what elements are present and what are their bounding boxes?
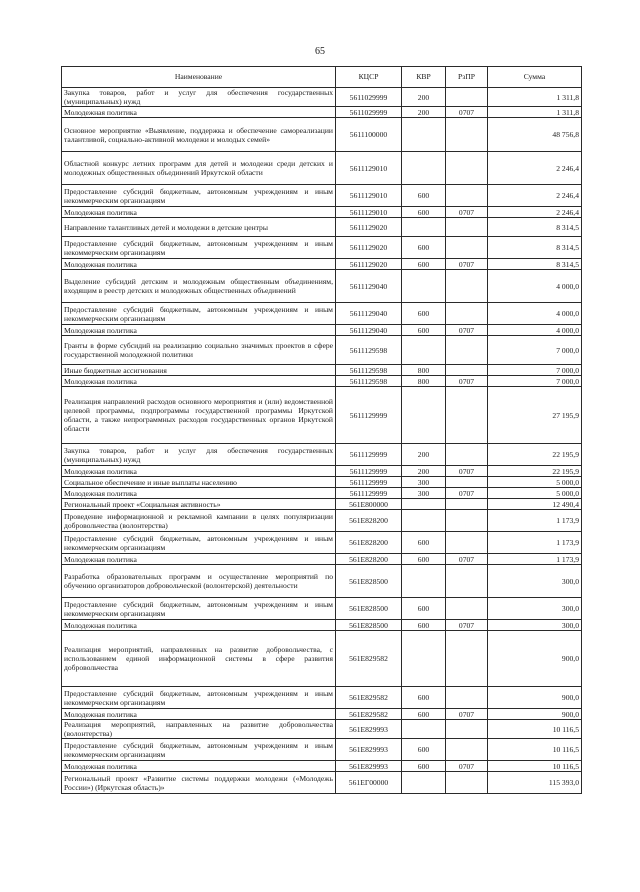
cell-sum: 10 116,5 <box>488 761 582 772</box>
cell-kcsr: 561E828200 <box>336 532 402 554</box>
cell-rzpr: 0707 <box>446 466 488 477</box>
cell-name: Молодежная политика <box>62 761 336 772</box>
table-row <box>62 532 582 554</box>
budget-table <box>61 66 582 794</box>
cell-name: Выделение субсидий детским и молодежным общественным объединениям, входящим в реестр детских и молодежных общественных объединений <box>62 270 336 303</box>
table-row <box>62 152 582 185</box>
cell-kvr: 800 <box>402 376 446 387</box>
cell-kcsr: 561E828500 <box>336 620 402 631</box>
cell-kcsr: 5611129999 <box>336 466 402 477</box>
cell-rzpr: 0707 <box>446 761 488 772</box>
cell-kvr: 600 <box>402 325 446 336</box>
cell-kvr: 600 <box>402 709 446 720</box>
cell-rzpr: 0707 <box>446 620 488 631</box>
cell-name: Предоставление субсидий бюджетным, автономным учреждениям и иным некоммерческим организациям <box>62 185 336 207</box>
cell-kvr: 200 <box>402 107 446 118</box>
cell-kvr <box>402 631 446 687</box>
cell-name: Молодежная политика <box>62 259 336 270</box>
table-row <box>62 259 582 270</box>
cell-sum: 115 393,0 <box>488 772 582 794</box>
table-row <box>62 387 582 444</box>
table-row <box>62 218 582 237</box>
cell-rzpr <box>446 218 488 237</box>
cell-name: Предоставление субсидий бюджетным, автономным учреждениям и иным некоммерческим организациям <box>62 598 336 620</box>
table-body <box>62 88 582 794</box>
cell-kvr <box>402 218 446 237</box>
cell-kvr: 800 <box>402 365 446 376</box>
cell-kvr: 600 <box>402 532 446 554</box>
cell-rzpr <box>446 499 488 510</box>
table-row <box>62 488 582 499</box>
cell-kcsr: 561E828500 <box>336 565 402 598</box>
header-kvr: КВР <box>402 67 446 88</box>
cell-kcsr: 561E829993 <box>336 739 402 761</box>
table-header-row <box>62 67 582 88</box>
cell-rzpr <box>446 185 488 207</box>
cell-kcsr: 561E829993 <box>336 761 402 772</box>
cell-name: Проведение информационной и рекламной кампании в целях популяризации добровольчества (волонтерства) <box>62 510 336 532</box>
cell-kcsr: 5611029999 <box>336 107 402 118</box>
cell-kcsr: 561EГ00000 <box>336 772 402 794</box>
cell-name: Молодежная политика <box>62 466 336 477</box>
cell-rzpr: 0707 <box>446 107 488 118</box>
table-row <box>62 761 582 772</box>
cell-name: Региональный проект «Развитие системы поддержки молодежи («Молодежь России») (Иркутская область)» <box>62 772 336 794</box>
cell-sum: 1 311,8 <box>488 107 582 118</box>
cell-sum: 12 490,4 <box>488 499 582 510</box>
cell-name: Молодежная политика <box>62 620 336 631</box>
cell-rzpr: 0707 <box>446 709 488 720</box>
cell-kcsr: 561E829993 <box>336 720 402 739</box>
cell-sum: 300,0 <box>488 565 582 598</box>
table-row <box>62 554 582 565</box>
cell-kcsr: 5611129040 <box>336 270 402 303</box>
cell-rzpr <box>446 88 488 107</box>
cell-sum: 300,0 <box>488 620 582 631</box>
cell-rzpr <box>446 477 488 488</box>
table-row <box>62 365 582 376</box>
cell-kvr <box>402 152 446 185</box>
cell-sum: 22 195,9 <box>488 466 582 477</box>
cell-sum: 8 314,5 <box>488 218 582 237</box>
cell-kcsr: 561E829582 <box>336 709 402 720</box>
cell-kvr <box>402 772 446 794</box>
cell-rzpr: 0707 <box>446 554 488 565</box>
cell-kcsr: 5611129020 <box>336 218 402 237</box>
cell-sum: 1 173,9 <box>488 510 582 532</box>
cell-rzpr <box>446 532 488 554</box>
cell-sum: 5 000,0 <box>488 477 582 488</box>
cell-kvr: 600 <box>402 259 446 270</box>
cell-rzpr <box>446 152 488 185</box>
cell-rzpr <box>446 739 488 761</box>
cell-name: Молодежная политика <box>62 709 336 720</box>
cell-kvr: 600 <box>402 598 446 620</box>
cell-name: Реализация направлений расходов основного мероприятия и (или) ведомственной целевой программы, подпрограммы государственной программы Иркутской области, а также непрограммных расходов государственных органов Иркутской области <box>62 387 336 444</box>
cell-name: Закупка товаров, работ и услуг для обеспечения государственных (муниципальных) нужд <box>62 88 336 107</box>
header-name: Наименование <box>62 67 336 88</box>
table-row <box>62 325 582 336</box>
cell-kvr <box>402 387 446 444</box>
cell-rzpr <box>446 270 488 303</box>
table-row <box>62 466 582 477</box>
cell-kcsr: 5611129020 <box>336 259 402 270</box>
cell-name: Социальное обеспечение и иные выплаты населению <box>62 477 336 488</box>
cell-sum: 4 000,0 <box>488 303 582 325</box>
cell-kcsr: 5611129020 <box>336 237 402 259</box>
cell-kcsr: 5611100000 <box>336 118 402 152</box>
cell-sum: 48 756,8 <box>488 118 582 152</box>
table-row <box>62 336 582 365</box>
cell-kvr <box>402 565 446 598</box>
cell-rzpr: 0707 <box>446 325 488 336</box>
table-row <box>62 739 582 761</box>
cell-rzpr <box>446 303 488 325</box>
table-row <box>62 772 582 794</box>
cell-kvr <box>402 499 446 510</box>
cell-kvr: 600 <box>402 761 446 772</box>
cell-kvr: 600 <box>402 554 446 565</box>
cell-kvr: 600 <box>402 237 446 259</box>
cell-kcsr: 561E828200 <box>336 554 402 565</box>
table-row <box>62 620 582 631</box>
table-row <box>62 631 582 687</box>
cell-rzpr: 0707 <box>446 376 488 387</box>
cell-kcsr: 5611129999 <box>336 444 402 466</box>
cell-sum: 8 314,5 <box>488 237 582 259</box>
cell-name: Предоставление субсидий бюджетным, автономным учреждениям и иным некоммерческим организациям <box>62 739 336 761</box>
cell-kcsr: 561E828200 <box>336 510 402 532</box>
cell-kvr: 600 <box>402 185 446 207</box>
table-row <box>62 88 582 107</box>
cell-name: Молодежная политика <box>62 488 336 499</box>
cell-name: Закупка товаров, работ и услуг для обеспечения государственных (муниципальных) нужд <box>62 444 336 466</box>
cell-rzpr <box>446 336 488 365</box>
cell-name: Молодежная политика <box>62 207 336 218</box>
table-row <box>62 270 582 303</box>
cell-kvr <box>402 118 446 152</box>
cell-sum: 900,0 <box>488 687 582 709</box>
cell-sum: 1 173,9 <box>488 554 582 565</box>
table-row <box>62 237 582 259</box>
cell-kvr <box>402 270 446 303</box>
cell-name: Молодежная политика <box>62 376 336 387</box>
cell-sum: 1 311,8 <box>488 88 582 107</box>
table-row <box>62 303 582 325</box>
cell-kcsr: 5611029999 <box>336 88 402 107</box>
page-number: 65 <box>315 46 325 57</box>
cell-kcsr: 5611129999 <box>336 387 402 444</box>
cell-rzpr <box>446 237 488 259</box>
cell-kvr <box>402 720 446 739</box>
cell-sum: 2 246,4 <box>488 207 582 218</box>
cell-rzpr <box>446 687 488 709</box>
cell-name: Направление талантливых детей и молодежи в детские центры <box>62 218 336 237</box>
cell-name: Реализация мероприятий, направленных на развитие добровольчества, с использованием единой информационной системы в сфере развития добровольчества <box>62 631 336 687</box>
table-row <box>62 477 582 488</box>
table-row <box>62 687 582 709</box>
cell-name: Иные бюджетные ассигнования <box>62 365 336 376</box>
cell-kcsr: 5611129040 <box>336 325 402 336</box>
cell-name: Предоставление субсидий бюджетным, автономным учреждениям и иным некоммерческим организациям <box>62 687 336 709</box>
table-row <box>62 598 582 620</box>
cell-kcsr: 5611129598 <box>336 365 402 376</box>
cell-kcsr: 5611129010 <box>336 185 402 207</box>
cell-rzpr <box>446 565 488 598</box>
cell-sum: 10 116,5 <box>488 739 582 761</box>
cell-name: Реализация мероприятий, направленных на развитие добровольчества (волонтерства) <box>62 720 336 739</box>
cell-sum: 22 195,9 <box>488 444 582 466</box>
cell-rzpr <box>446 387 488 444</box>
cell-sum: 10 116,5 <box>488 720 582 739</box>
cell-kvr: 200 <box>402 88 446 107</box>
cell-sum: 1 173,9 <box>488 532 582 554</box>
cell-kcsr: 5611129040 <box>336 303 402 325</box>
cell-name: Предоставление субсидий бюджетным, автономным учреждениям и иным некоммерческим организациям <box>62 237 336 259</box>
cell-name: Основное мероприятие «Выявление, поддержка и обеспечение самореализации талантливой, социально-активной молодежи и молодых семей» <box>62 118 336 152</box>
cell-name: Молодежная политика <box>62 107 336 118</box>
cell-rzpr <box>446 365 488 376</box>
cell-rzpr <box>446 598 488 620</box>
cell-kcsr: 5611129598 <box>336 376 402 387</box>
cell-name: Предоставление субсидий бюджетным, автономным учреждениям и иным некоммерческим организациям <box>62 303 336 325</box>
table-row <box>62 720 582 739</box>
cell-kcsr: 5611129598 <box>336 336 402 365</box>
cell-sum: 4 000,0 <box>488 325 582 336</box>
cell-kcsr: 5611129010 <box>336 207 402 218</box>
cell-name: Молодежная политика <box>62 325 336 336</box>
cell-sum: 5 000,0 <box>488 488 582 499</box>
table-row <box>62 565 582 598</box>
cell-kvr: 200 <box>402 444 446 466</box>
table-row <box>62 207 582 218</box>
cell-rzpr <box>446 631 488 687</box>
cell-rzpr: 0707 <box>446 488 488 499</box>
cell-kvr: 200 <box>402 466 446 477</box>
cell-kvr: 600 <box>402 687 446 709</box>
cell-kvr <box>402 510 446 532</box>
header-sum: Сумма <box>488 67 582 88</box>
cell-rzpr <box>446 444 488 466</box>
table-row <box>62 118 582 152</box>
cell-name: Областной конкурс летних программ для детей и молодежи среди детских и молодежных общественных объединений Иркутской области <box>62 152 336 185</box>
header-rzpr: РзПР <box>446 67 488 88</box>
cell-sum: 2 246,4 <box>488 152 582 185</box>
cell-rzpr <box>446 772 488 794</box>
cell-name: Разработка образовательных программ и осуществление мероприятий по обучению организаторов добровольческой (волонтерской) деятельности <box>62 565 336 598</box>
cell-kvr: 300 <box>402 488 446 499</box>
table-row <box>62 709 582 720</box>
cell-kcsr: 5611129010 <box>336 152 402 185</box>
cell-sum: 4 000,0 <box>488 270 582 303</box>
cell-name: Предоставление субсидий бюджетным, автономным учреждениям и иным некоммерческим организациям <box>62 532 336 554</box>
cell-sum: 27 195,9 <box>488 387 582 444</box>
cell-kvr: 600 <box>402 739 446 761</box>
cell-name: Региональный проект «Социальная активность» <box>62 499 336 510</box>
table-row <box>62 376 582 387</box>
cell-kcsr: 5611129999 <box>336 488 402 499</box>
table-row <box>62 499 582 510</box>
cell-kcsr: 5611129999 <box>336 477 402 488</box>
cell-kcsr: 561E829582 <box>336 687 402 709</box>
table-row <box>62 107 582 118</box>
cell-kcsr: 561E829582 <box>336 631 402 687</box>
table-row <box>62 510 582 532</box>
cell-kcsr: 561E800000 <box>336 499 402 510</box>
cell-sum: 300,0 <box>488 598 582 620</box>
cell-sum: 8 314,5 <box>488 259 582 270</box>
cell-rzpr: 0707 <box>446 207 488 218</box>
cell-name: Молодежная политика <box>62 554 336 565</box>
cell-sum: 7 000,0 <box>488 336 582 365</box>
header-kcsr: КЦСР <box>336 67 402 88</box>
cell-kvr <box>402 336 446 365</box>
cell-rzpr: 0707 <box>446 259 488 270</box>
cell-rzpr <box>446 118 488 152</box>
cell-sum: 900,0 <box>488 709 582 720</box>
cell-kvr: 600 <box>402 303 446 325</box>
cell-kvr: 600 <box>402 620 446 631</box>
cell-kvr: 300 <box>402 477 446 488</box>
cell-rzpr <box>446 720 488 739</box>
cell-sum: 2 246,4 <box>488 185 582 207</box>
cell-sum: 7 000,0 <box>488 365 582 376</box>
table-row <box>62 444 582 466</box>
table-row <box>62 185 582 207</box>
cell-name: Гранты в форме субсидий на реализацию социально значимых проектов в сфере государственной молодежной политики <box>62 336 336 365</box>
cell-kcsr: 561E828500 <box>336 598 402 620</box>
cell-sum: 7 000,0 <box>488 376 582 387</box>
cell-sum: 900,0 <box>488 631 582 687</box>
cell-kvr: 600 <box>402 207 446 218</box>
cell-rzpr <box>446 510 488 532</box>
